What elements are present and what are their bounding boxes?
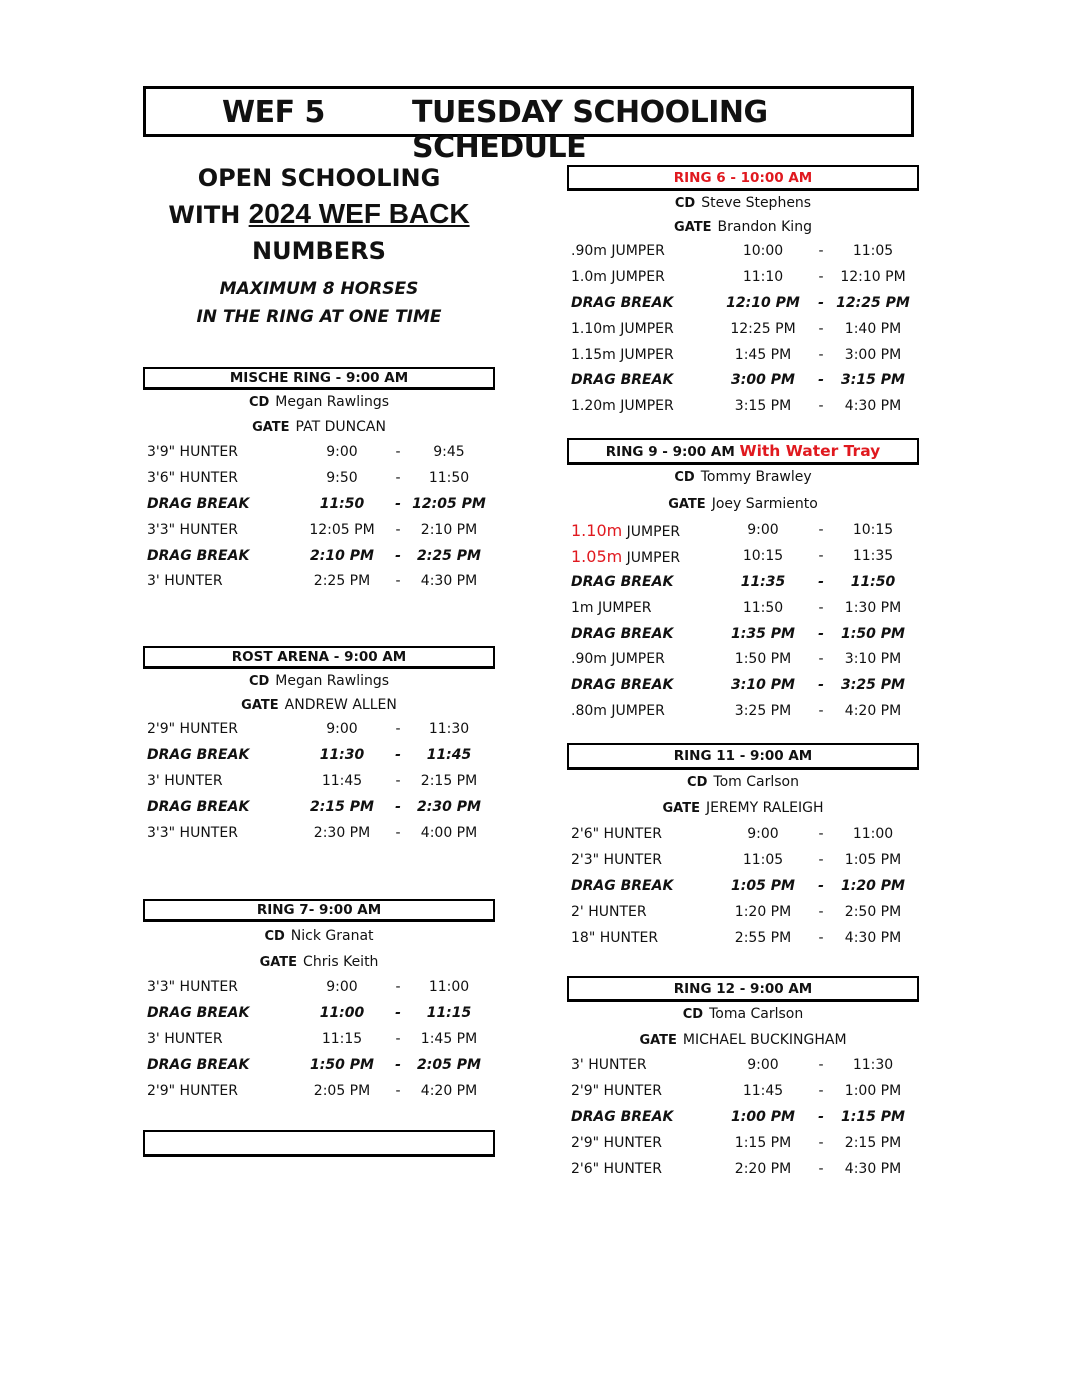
time-separator: - bbox=[395, 1004, 401, 1021]
drag-break-row bbox=[567, 368, 919, 394]
drag-break-row bbox=[567, 1105, 919, 1131]
gate-name: Joey Sarmiento bbox=[711, 496, 818, 512]
class-name: DRAG BREAK bbox=[571, 294, 674, 311]
end-time: 1:50 PM bbox=[841, 625, 905, 642]
end-time: 4:30 PM bbox=[844, 398, 902, 415]
title-box bbox=[143, 86, 914, 165]
gate-label: GATE bbox=[259, 955, 298, 970]
open-schooling-notice bbox=[145, 160, 493, 331]
jumper-class-suffix: JUMPER bbox=[622, 549, 681, 566]
class-name: DRAG BREAK bbox=[147, 1004, 250, 1021]
class-name: 3' HUNTER bbox=[571, 1057, 647, 1073]
start-time: 1:20 PM bbox=[734, 903, 792, 920]
start-time: 3:25 PM bbox=[734, 703, 792, 720]
class-name: 2'3" HUNTER bbox=[571, 851, 662, 868]
class-name: 3'9" HUNTER bbox=[147, 444, 238, 460]
start-time: 3:15 PM bbox=[734, 398, 792, 415]
empty-ring-header bbox=[143, 1130, 495, 1157]
gate-name: Brandon King bbox=[717, 219, 812, 235]
start-time: 11:45 bbox=[321, 772, 363, 789]
course-designer bbox=[143, 924, 495, 949]
class-name bbox=[571, 518, 680, 546]
class-row bbox=[143, 466, 495, 492]
class-name: 2' HUNTER bbox=[571, 903, 647, 920]
class-name: 2'9" HUNTER bbox=[147, 721, 238, 737]
end-time: 4:20 PM bbox=[420, 1082, 478, 1099]
start-time: 1:50 PM bbox=[310, 1056, 374, 1073]
time-separator: - bbox=[818, 677, 824, 694]
schedule-rows bbox=[567, 518, 919, 725]
time-separator: - bbox=[818, 1134, 824, 1151]
class-name: 3' HUNTER bbox=[147, 1030, 223, 1047]
drag-break-row bbox=[567, 673, 919, 699]
schedule-rows bbox=[567, 1053, 919, 1182]
class-name: 3'3" HUNTER bbox=[147, 824, 238, 841]
time-separator: - bbox=[818, 1057, 824, 1073]
schedule-rows bbox=[567, 822, 919, 951]
time-separator: - bbox=[818, 346, 824, 363]
drag-break-row bbox=[567, 874, 919, 900]
drag-break-row bbox=[143, 1001, 495, 1027]
class-row bbox=[567, 1157, 919, 1183]
end-time: 4:30 PM bbox=[844, 1160, 902, 1177]
start-time: 9:50 bbox=[326, 469, 358, 486]
intro-line-2 bbox=[145, 196, 493, 233]
class-row bbox=[567, 394, 919, 420]
gate-keeper bbox=[143, 415, 495, 440]
time-separator: - bbox=[818, 903, 824, 920]
time-separator: - bbox=[818, 547, 824, 564]
course-designer bbox=[567, 1002, 919, 1027]
water-tray-note: With Water Tray bbox=[739, 442, 881, 460]
start-time: 12:25 PM bbox=[730, 320, 796, 337]
class-name: 1.20m JUMPER bbox=[571, 398, 674, 415]
ring-header: RING 12 - 9:00 AM bbox=[567, 976, 919, 1002]
class-row bbox=[143, 717, 495, 743]
class-row bbox=[143, 518, 495, 544]
class-name: DRAG BREAK bbox=[147, 746, 250, 763]
end-time: 3:10 PM bbox=[844, 651, 902, 668]
class-row bbox=[567, 822, 919, 848]
schedule-rows bbox=[143, 975, 495, 1104]
section-ring-11 bbox=[567, 743, 919, 951]
class-row bbox=[567, 596, 919, 622]
gate-keeper bbox=[567, 795, 919, 822]
start-time: 11:05 bbox=[742, 851, 784, 868]
gate-keeper bbox=[143, 950, 495, 975]
time-separator: - bbox=[818, 599, 824, 616]
start-time: 9:00 bbox=[326, 444, 358, 460]
class-name: DRAG BREAK bbox=[571, 372, 674, 389]
end-time: 11:00 bbox=[852, 826, 894, 842]
end-time: 2:30 PM bbox=[417, 798, 481, 815]
class-name: 3' HUNTER bbox=[147, 573, 223, 590]
time-separator: - bbox=[818, 826, 824, 842]
time-separator: - bbox=[818, 703, 824, 720]
class-row bbox=[143, 769, 495, 795]
end-time: 1:45 PM bbox=[420, 1030, 478, 1047]
end-time: 11:15 bbox=[426, 1004, 472, 1021]
class-row bbox=[143, 1027, 495, 1053]
class-name: 1.10m JUMPER bbox=[571, 320, 674, 337]
start-time: 12:05 PM bbox=[309, 521, 375, 538]
course-designer bbox=[143, 390, 495, 415]
time-separator: - bbox=[818, 573, 824, 590]
time-separator: - bbox=[395, 721, 401, 737]
class-row bbox=[567, 343, 919, 369]
end-time: 1:20 PM bbox=[841, 877, 905, 894]
cd-name: Megan Rawlings bbox=[275, 673, 390, 689]
class-name: 1.15m JUMPER bbox=[571, 346, 674, 363]
start-time: 2:20 PM bbox=[734, 1160, 792, 1177]
class-row bbox=[143, 975, 495, 1001]
start-time: 1:15 PM bbox=[734, 1134, 792, 1151]
class-row bbox=[567, 518, 919, 544]
end-time: 2:15 PM bbox=[844, 1134, 902, 1151]
start-time: 11:30 bbox=[319, 746, 365, 763]
class-name: 2'6" HUNTER bbox=[571, 826, 662, 842]
end-time: 3:15 PM bbox=[841, 372, 905, 389]
class-row bbox=[567, 544, 919, 570]
drag-break-row bbox=[143, 1053, 495, 1079]
end-time: 1:05 PM bbox=[844, 851, 902, 868]
class-name: 3'3" HUNTER bbox=[147, 521, 238, 538]
start-time: 2:05 PM bbox=[313, 1082, 371, 1099]
ring-header: MISCHE RING - 9:00 AM bbox=[143, 367, 495, 390]
start-time: 10:00 bbox=[742, 243, 784, 259]
gate-keeper bbox=[143, 694, 495, 717]
start-time: 3:10 PM bbox=[731, 677, 795, 694]
start-time: 11:10 bbox=[742, 268, 784, 285]
cd-label: CD bbox=[264, 929, 285, 944]
ring-header: ROST ARENA - 9:00 AM bbox=[143, 646, 495, 669]
class-name bbox=[571, 544, 680, 572]
start-time: 9:00 bbox=[747, 522, 779, 538]
class-name: DRAG BREAK bbox=[147, 798, 250, 815]
start-time: 11:50 bbox=[742, 599, 784, 616]
ring-header: RING 7- 9:00 AM bbox=[143, 899, 495, 922]
drag-break-row bbox=[143, 544, 495, 570]
end-time: 12:05 PM bbox=[412, 495, 486, 512]
jumper-height-level: 1.05m bbox=[571, 546, 623, 566]
start-time: 11:35 bbox=[740, 573, 786, 590]
intro-line-2-prefix: WITH bbox=[168, 201, 249, 229]
cd-label: CD bbox=[248, 674, 270, 689]
cd-name: Tommy Brawley bbox=[700, 469, 812, 485]
intro-line-5: IN THE RING AT ONE TIME bbox=[196, 307, 442, 327]
cd-label: CD bbox=[682, 1007, 704, 1022]
start-time: 11:00 bbox=[319, 1004, 365, 1021]
start-time: 2:15 PM bbox=[310, 798, 374, 815]
drag-break-row bbox=[143, 795, 495, 821]
cd-name: Steve Stephens bbox=[701, 195, 812, 211]
class-row bbox=[567, 647, 919, 673]
time-separator: - bbox=[818, 1082, 824, 1099]
gate-label: GATE bbox=[639, 1033, 677, 1048]
class-name: DRAG BREAK bbox=[571, 1108, 674, 1125]
class-name: 2'9" HUNTER bbox=[571, 1082, 662, 1099]
section-empty bbox=[143, 1130, 495, 1157]
section-rost bbox=[143, 646, 495, 846]
class-row bbox=[567, 1131, 919, 1157]
class-name: .80m JUMPER bbox=[571, 703, 665, 720]
start-time: 9:00 bbox=[747, 1057, 779, 1073]
start-time: 9:00 bbox=[747, 826, 779, 842]
jumper-height-level: 1.10m bbox=[571, 521, 623, 540]
class-row bbox=[567, 265, 919, 291]
end-time: 11:05 bbox=[852, 243, 894, 259]
time-separator: - bbox=[818, 268, 824, 285]
class-name: DRAG BREAK bbox=[571, 573, 674, 590]
end-time: 2:15 PM bbox=[420, 772, 478, 789]
class-name: .90m JUMPER bbox=[571, 651, 665, 668]
title-event: WEF 5 bbox=[222, 95, 325, 130]
class-row bbox=[143, 569, 495, 595]
end-time: 1:40 PM bbox=[844, 320, 902, 337]
cd-name: Toma Carlson bbox=[709, 1006, 804, 1022]
intro-line-1: OPEN SCHOOLING bbox=[197, 164, 441, 192]
ring-header-text: RING 6 - 10:00 AM bbox=[673, 170, 813, 186]
gate-label: GATE bbox=[662, 801, 700, 816]
end-time: 11:30 bbox=[428, 721, 470, 737]
schedule-rows bbox=[143, 440, 495, 595]
drag-break-row bbox=[567, 622, 919, 648]
gate-name: ANDREW ALLEN bbox=[284, 697, 397, 713]
end-time: 2:25 PM bbox=[417, 547, 481, 564]
time-separator: - bbox=[395, 547, 401, 564]
time-separator: - bbox=[395, 772, 401, 789]
end-time: 2:10 PM bbox=[420, 521, 478, 538]
ring-header: RING 11 - 9:00 AM bbox=[567, 743, 919, 770]
start-time: 3:00 PM bbox=[731, 372, 795, 389]
class-name: DRAG BREAK bbox=[147, 495, 250, 512]
end-time: 4:00 PM bbox=[420, 824, 478, 841]
time-separator: - bbox=[395, 444, 401, 460]
section-ring-6 bbox=[567, 165, 919, 420]
time-separator: - bbox=[818, 522, 824, 538]
cd-name: Tom Carlson bbox=[713, 774, 799, 790]
end-time: 3:00 PM bbox=[844, 346, 902, 363]
class-row bbox=[567, 699, 919, 725]
cd-label: CD bbox=[674, 470, 695, 485]
gate-keeper bbox=[567, 1027, 919, 1053]
jumper-class-suffix: JUMPER bbox=[622, 524, 681, 540]
gate-name: MICHAEL BUCKINGHAM bbox=[682, 1032, 847, 1048]
class-name: 3'3" HUNTER bbox=[147, 979, 238, 995]
cd-label: CD bbox=[674, 196, 696, 211]
end-time: 12:25 PM bbox=[836, 294, 910, 311]
end-time: 1:30 PM bbox=[844, 599, 902, 616]
time-separator: - bbox=[818, 243, 824, 259]
ring-header bbox=[567, 165, 919, 191]
time-separator: - bbox=[395, 1056, 401, 1073]
end-time: 4:20 PM bbox=[844, 703, 902, 720]
start-time: 2:10 PM bbox=[310, 547, 374, 564]
class-name: .90m JUMPER bbox=[571, 243, 665, 259]
time-separator: - bbox=[818, 625, 824, 642]
start-time: 9:00 bbox=[326, 979, 358, 995]
drag-break-row bbox=[143, 743, 495, 769]
drag-break-row bbox=[567, 291, 919, 317]
cd-label: CD bbox=[687, 775, 708, 790]
course-designer bbox=[567, 770, 919, 795]
time-separator: - bbox=[395, 1082, 401, 1099]
course-designer bbox=[567, 465, 919, 490]
class-name: DRAG BREAK bbox=[147, 1056, 250, 1073]
start-time: 9:00 bbox=[326, 721, 358, 737]
class-row bbox=[567, 848, 919, 874]
end-time: 1:00 PM bbox=[844, 1082, 902, 1099]
start-time: 1:45 PM bbox=[734, 346, 792, 363]
time-separator: - bbox=[818, 294, 824, 311]
ring-header-text: RING 9 - 9:00 AM bbox=[605, 444, 740, 460]
time-separator: - bbox=[818, 1160, 824, 1177]
time-separator: - bbox=[395, 746, 401, 763]
gate-label: GATE bbox=[674, 220, 712, 235]
class-row bbox=[567, 239, 919, 265]
end-time: 11:35 bbox=[852, 547, 894, 564]
drag-break-row bbox=[143, 492, 495, 518]
class-row bbox=[567, 317, 919, 343]
end-time: 11:50 bbox=[850, 573, 896, 590]
start-time: 1:35 PM bbox=[731, 625, 795, 642]
intro-line-4: MAXIMUM 8 HORSES bbox=[219, 279, 419, 299]
start-time: 11:50 bbox=[319, 495, 365, 512]
end-time: 10:15 bbox=[852, 522, 894, 538]
start-time: 1:05 PM bbox=[731, 877, 795, 894]
class-row bbox=[567, 1079, 919, 1105]
gate-label: GATE bbox=[668, 497, 706, 512]
gate-name: PAT DUNCAN bbox=[295, 419, 386, 435]
end-time: 11:45 bbox=[426, 746, 472, 763]
start-time: 11:45 bbox=[742, 1082, 784, 1099]
class-row bbox=[567, 1053, 919, 1079]
time-separator: - bbox=[818, 851, 824, 868]
section-mische bbox=[143, 367, 495, 595]
class-row bbox=[567, 900, 919, 926]
class-name: DRAG BREAK bbox=[147, 547, 250, 564]
time-separator: - bbox=[395, 573, 401, 590]
section-ring-9 bbox=[567, 438, 919, 725]
class-name: 1m JUMPER bbox=[571, 599, 652, 616]
time-separator: - bbox=[395, 495, 401, 512]
class-row bbox=[567, 926, 919, 952]
end-time: 1:15 PM bbox=[841, 1108, 905, 1125]
class-row bbox=[143, 1079, 495, 1105]
gate-label: GATE bbox=[241, 698, 279, 713]
end-time: 3:25 PM bbox=[841, 677, 905, 694]
time-separator: - bbox=[395, 824, 401, 841]
time-separator: - bbox=[818, 929, 824, 946]
gate-keeper bbox=[567, 215, 919, 239]
class-name: DRAG BREAK bbox=[571, 625, 674, 642]
end-time: 4:30 PM bbox=[420, 573, 478, 590]
course-designer bbox=[143, 669, 495, 694]
gate-name: Chris Keith bbox=[303, 954, 379, 970]
class-name: 3'6" HUNTER bbox=[147, 469, 238, 486]
end-time: 9:45 bbox=[433, 444, 465, 460]
time-separator: - bbox=[818, 877, 824, 894]
class-row bbox=[143, 440, 495, 466]
class-name: 3' HUNTER bbox=[147, 772, 223, 789]
time-separator: - bbox=[818, 398, 824, 415]
start-time: 11:15 bbox=[321, 1030, 363, 1047]
start-time: 2:55 PM bbox=[734, 929, 792, 946]
end-time: 11:30 bbox=[852, 1057, 894, 1073]
start-time: 1:00 PM bbox=[731, 1108, 795, 1125]
intro-line-2-back-numbers: 2024 WEF BACK bbox=[248, 198, 470, 229]
start-time: 2:30 PM bbox=[313, 824, 371, 841]
time-separator: - bbox=[818, 320, 824, 337]
schedule-rows bbox=[143, 717, 495, 846]
start-time: 2:25 PM bbox=[313, 573, 371, 590]
class-name: 18" HUNTER bbox=[571, 929, 659, 946]
section-ring-7 bbox=[143, 899, 495, 1104]
end-time: 2:50 PM bbox=[844, 903, 902, 920]
end-time: 11:50 bbox=[428, 469, 470, 486]
ring-header bbox=[567, 438, 919, 465]
section-ring-12 bbox=[567, 976, 919, 1182]
end-time: 2:05 PM bbox=[417, 1056, 481, 1073]
end-time: 4:30 PM bbox=[844, 929, 902, 946]
time-separator: - bbox=[395, 798, 401, 815]
cd-name: Nick Granat bbox=[290, 928, 374, 944]
cd-name: Megan Rawlings bbox=[275, 394, 390, 410]
gate-name: JEREMY RALEIGH bbox=[705, 800, 824, 816]
class-name: DRAG BREAK bbox=[571, 677, 674, 694]
gate-keeper bbox=[567, 490, 919, 518]
class-name: 1.0m JUMPER bbox=[571, 268, 665, 285]
title-schedule: TUESDAY SCHOOLING SCHEDULE bbox=[412, 95, 768, 165]
time-separator: - bbox=[395, 469, 401, 486]
class-name: 2'9" HUNTER bbox=[571, 1134, 662, 1151]
end-time: 11:00 bbox=[428, 979, 470, 995]
time-separator: - bbox=[395, 979, 401, 995]
start-time: 1:50 PM bbox=[734, 651, 792, 668]
end-time: 12:10 PM bbox=[840, 268, 906, 285]
time-separator: - bbox=[818, 372, 824, 389]
schedule-rows bbox=[567, 239, 919, 420]
time-separator: - bbox=[395, 521, 401, 538]
gate-label: GATE bbox=[252, 420, 290, 435]
class-row bbox=[143, 821, 495, 847]
intro-line-3: NUMBERS bbox=[252, 237, 386, 265]
class-name: 2'9" HUNTER bbox=[147, 1082, 238, 1099]
class-name: 2'6" HUNTER bbox=[571, 1160, 662, 1177]
start-time: 12:10 PM bbox=[726, 294, 800, 311]
cd-label: CD bbox=[248, 395, 270, 410]
time-separator: - bbox=[818, 1108, 824, 1125]
start-time: 10:15 bbox=[742, 547, 784, 564]
drag-break-row bbox=[567, 570, 919, 596]
course-designer bbox=[567, 191, 919, 215]
time-separator: - bbox=[395, 1030, 401, 1047]
time-separator: - bbox=[818, 651, 824, 668]
class-name: DRAG BREAK bbox=[571, 877, 674, 894]
